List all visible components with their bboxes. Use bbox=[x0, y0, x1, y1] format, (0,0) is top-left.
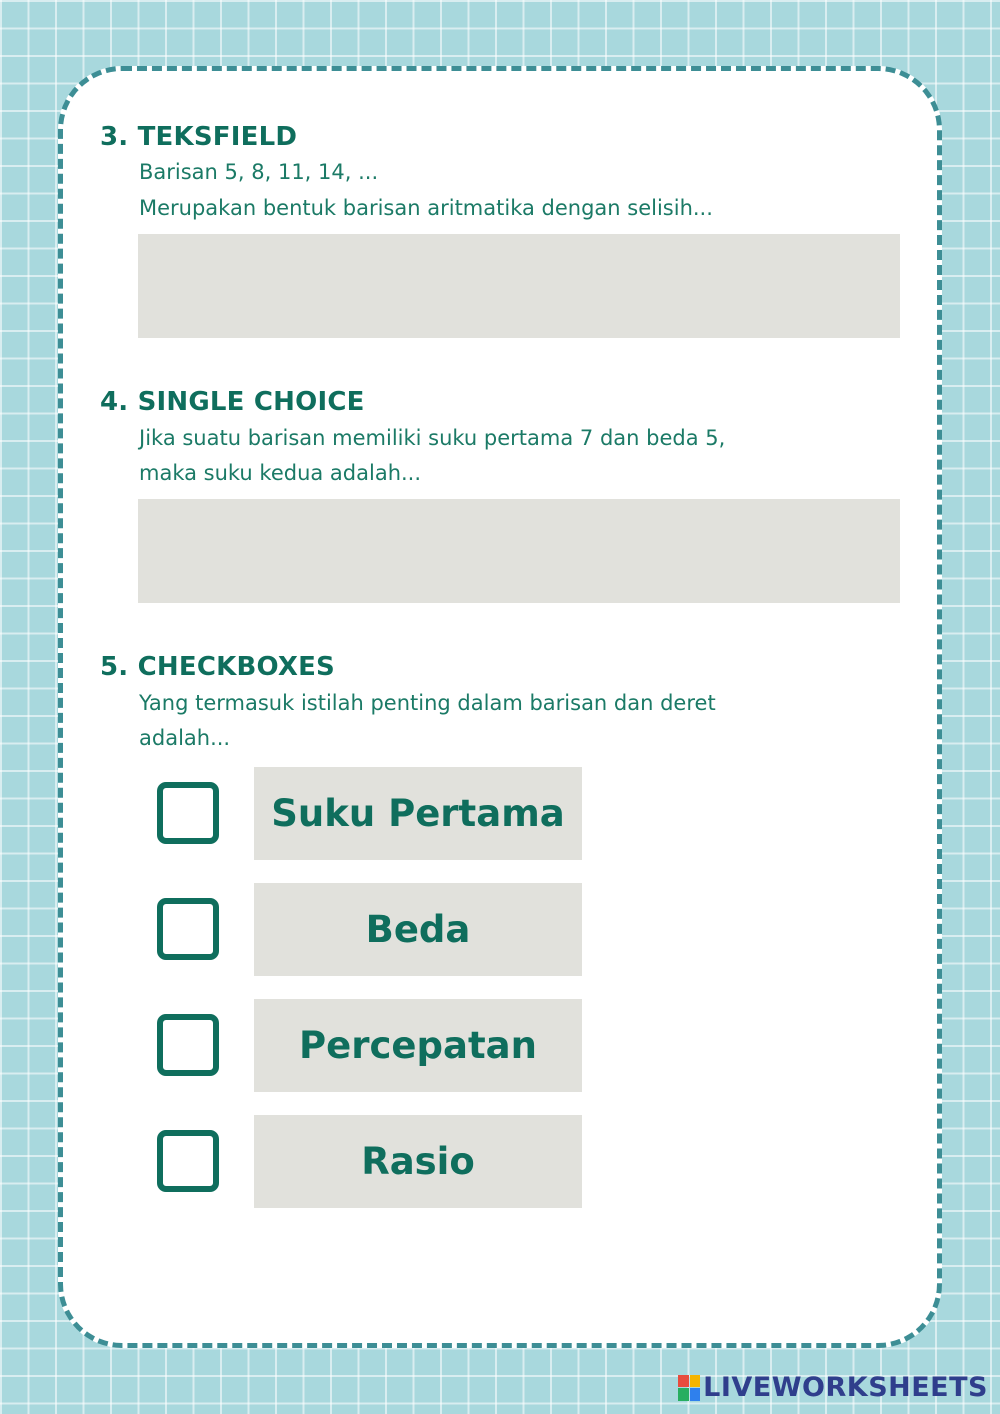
q5-text-line-1: Yang termasuk istilah penting dalam barisan dan deret bbox=[139, 691, 716, 715]
option-label-percepatan: Percepatan bbox=[254, 999, 582, 1092]
option-label-rasio: Rasio bbox=[254, 1115, 582, 1208]
q4-answer-field[interactable] bbox=[138, 499, 900, 603]
liveworksheets-logo-icon bbox=[678, 1375, 700, 1401]
q4-text-line-2: maka suku kedua adalah... bbox=[139, 461, 422, 485]
checkbox-beda[interactable] bbox=[157, 898, 219, 960]
liveworksheets-brand bbox=[678, 1372, 988, 1403]
checkbox-percepatan[interactable] bbox=[157, 1014, 219, 1076]
q3-text-line-1: Barisan 5, 8, 11, 14, ... bbox=[139, 160, 379, 184]
q3-answer-field[interactable] bbox=[138, 234, 900, 338]
checkbox-suku-pertama[interactable] bbox=[157, 782, 219, 844]
q5-text-line-2: adalah... bbox=[139, 726, 231, 750]
q3-title: 3. TEKSFIELD bbox=[100, 122, 298, 152]
brand-text: LIVEWORKSHEETS bbox=[703, 1372, 988, 1403]
q5-title: 5. CHECKBOXES bbox=[100, 652, 335, 682]
q3-text-line-2: Merupakan bentuk barisan aritmatika dengan selisih... bbox=[139, 196, 713, 220]
q4-title: 4. SINGLE CHOICE bbox=[100, 387, 365, 417]
option-label-suku-pertama: Suku Pertama bbox=[254, 767, 582, 860]
q4-text-line-1: Jika suatu barisan memiliki suku pertama 7 dan beda 5, bbox=[139, 426, 726, 450]
option-label-beda: Beda bbox=[254, 883, 582, 976]
checkbox-rasio[interactable] bbox=[157, 1130, 219, 1192]
